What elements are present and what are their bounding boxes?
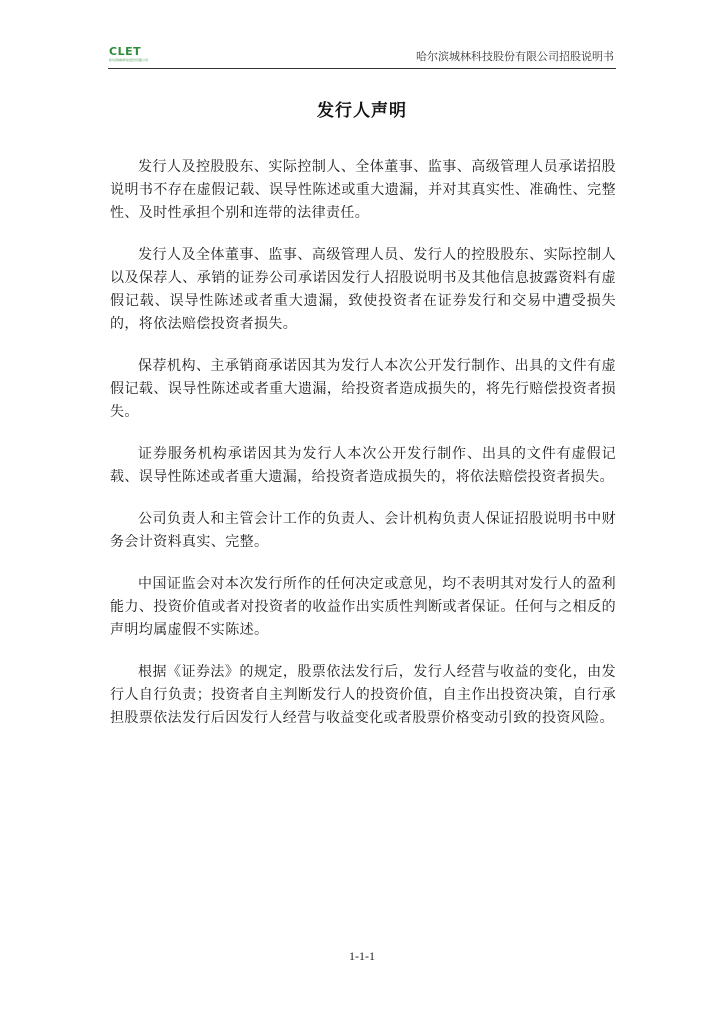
page-header <box>108 44 616 69</box>
company-logo <box>108 46 148 66</box>
paragraph-csrc-statement: 中国证监会对本次发行所作的任何决定或意见，均不表明其对发行人的盈利能力、投资价值或者对投资者的收益作出实质性判断或者保证。任何与之相反的声明均属虚假不实陈述。 <box>110 576 616 638</box>
paragraph-service-institution-commitment: 证券服务机构承诺因其为发行人本次公开发行制作、出具的文件有虚假记载、误导性陈述或者重大遗漏，给投资者造成损失的，将依法赔偿投资者损失。 <box>110 446 616 485</box>
page-number: 1-1-1 <box>349 949 375 963</box>
paragraph-sponsor-commitment: 保荐机构、主承销商承诺因其为发行人本次公开发行制作、出具的文件有虚假记载、误导性陈述或者重大遗漏，给投资者造成损失的，将先行赔偿投资者损失。 <box>110 358 616 420</box>
page-title: 发行人声明 <box>317 101 407 121</box>
logo-text: CLET <box>109 45 142 58</box>
paragraph-issuer-commitment: 发行人及控股股东、实际控制人、全体董事、监事、高级管理人员承诺招股说明书不存在虚假记载、误导性陈述或重大遗漏，并对其真实性、准确性、完整性、及时性承担个别和连带的法律责任。 <box>110 159 616 221</box>
paragraph-financial-guarantee: 公司负责人和主管会计工作的负责人、会计机构负责人保证招股说明书中财务会计资料真实、完整。 <box>110 511 616 550</box>
paragraph-investment-risk: 根据《证券法》的规定，股票依法发行后，发行人经营与收益的变化，由发行人自行负责；投资者自主判断发行人的投资价值，自主作出投资决策，自行承担股票依法发行后因发行人经营与收益变化或者股票价格变动引致的投资风险。 <box>110 664 616 726</box>
paragraph-compensation-commitment: 发行人及全体董事、监事、高级管理人员、发行人的控股股东、实际控制人以及保荐人、承销的证券公司承诺因发行人招股说明书及其他信息披露资料有虚假记载、误导性陈述或者重大遗漏，致使投资者在证券发行和交易中遭受损失的，将依法赔偿投资者损失。 <box>110 247 616 332</box>
header-document-title: 哈尔滨城林科技股份有限公司招股说明书 <box>416 50 614 63</box>
logo-subtext: 哈尔滨城林科技股份有限公司 <box>109 58 149 62</box>
body-text <box>110 156 616 749</box>
